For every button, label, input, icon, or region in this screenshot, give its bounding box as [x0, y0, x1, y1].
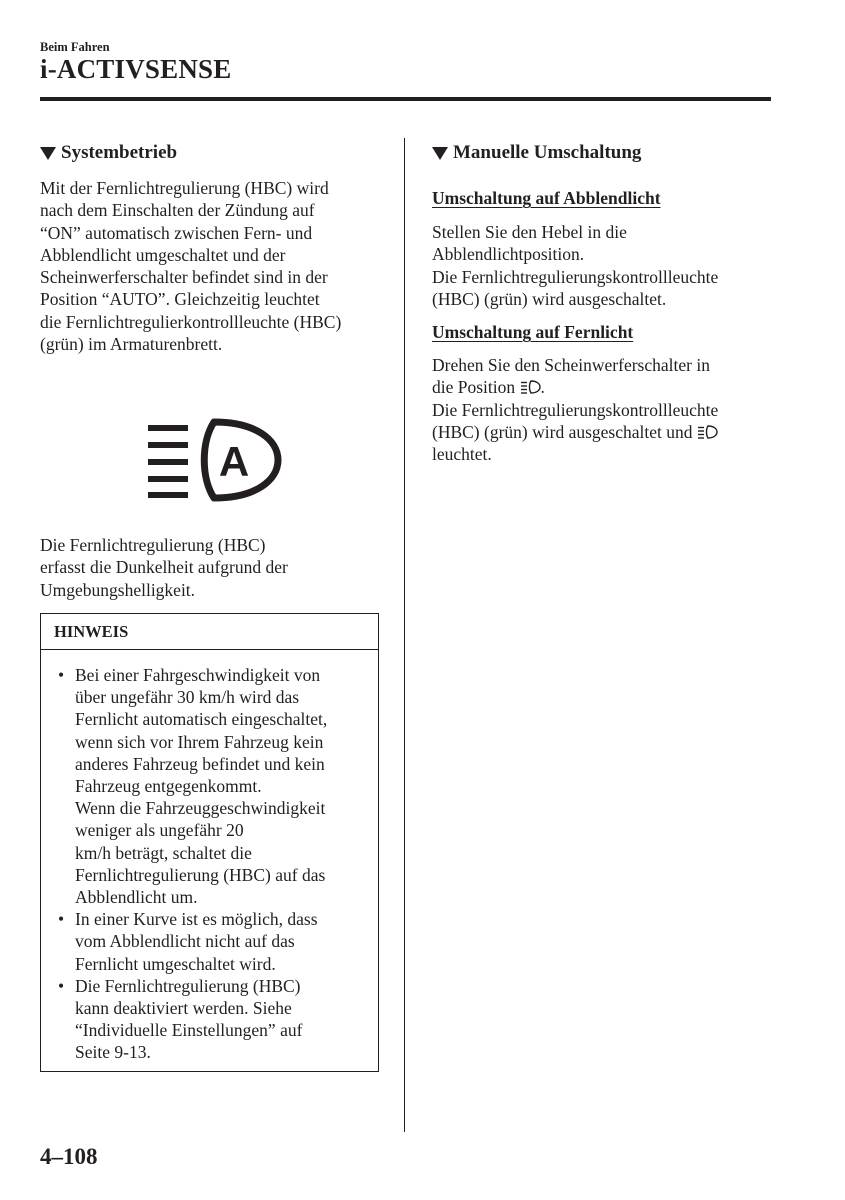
high-beam-subheading: Umschaltung auf Fernlicht: [432, 322, 634, 342]
systembetrieb-heading: [40, 142, 177, 164]
triangle-marker-icon: [40, 147, 56, 160]
auto-letter: A: [218, 438, 250, 485]
text-line: “ON” automatisch zwischen Fern- und: [40, 222, 313, 243]
bullet-icon: •: [58, 975, 65, 996]
text-line: Abblendlicht um.: [75, 887, 198, 908]
note-heading: HINWEIS: [41, 614, 378, 650]
text-line: Mit der Fernlichtregulierung (HBC) wird: [40, 178, 329, 198]
text-fragment: .: [540, 377, 545, 398]
text-line: (HBC) (grün) wird ausgeschaltet.: [432, 288, 667, 309]
page-title: i-ACTIVSENSE: [40, 54, 232, 84]
text-line: wenn sich vor Ihrem Fahrzeug kein: [75, 731, 324, 752]
text-line: Abblendlichtposition.: [432, 244, 585, 265]
text-line: Fernlicht umgeschaltet wird.: [75, 953, 276, 974]
note-item: [55, 975, 373, 1064]
text-line: vom Abblendlicht nicht auf das: [75, 931, 295, 952]
text-line: (grün) im Armaturenbrett.: [40, 334, 223, 355]
section-label: Beim Fahren: [40, 40, 110, 54]
text-line: Die Fernlichtregulierungskontrollleuchte: [432, 266, 719, 287]
text-line: km/h beträgt, schaltet die: [75, 842, 252, 863]
text-line: Position “AUTO”. Gleichzeitig leuchtet: [40, 289, 320, 310]
text-line: die Fernlichtregulierkontrollleuchte (HBC): [40, 311, 342, 332]
text-line: Fernlicht automatisch eingeschaltet,: [75, 709, 328, 730]
text-line: Fahrzeug entgegenkommt.: [75, 776, 262, 797]
high-beam-paragraph: [432, 354, 792, 465]
manual-switching-heading: [432, 142, 641, 164]
text-line: über ungefähr 30 km/h wird das: [75, 687, 300, 708]
page-number: 4–108: [40, 1144, 98, 1169]
text-line: Die Fernlichtregulierungskontrollleuchte: [432, 399, 719, 420]
text-line: Scheinwerferschalter befindet sind in der: [40, 267, 328, 288]
intro-paragraph: [40, 177, 390, 355]
text-line: Stellen Sie den Hebel in die: [432, 222, 627, 242]
bullet-icon: •: [58, 665, 65, 685]
detection-paragraph: [40, 534, 390, 601]
systembetrieb-heading-text: Systembetrieb: [61, 142, 178, 163]
note-box: [40, 613, 379, 1072]
note-list: [55, 664, 373, 1064]
text-line: Die Fernlichtregulierung (HBC): [40, 535, 266, 555]
note-item: [55, 664, 373, 908]
manual-switching-heading-text: Manuelle Umschaltung: [453, 142, 642, 163]
headlight-on-icon: [520, 380, 541, 394]
text-line: Bei einer Fahrgeschwindigkeit von: [75, 665, 321, 685]
text-line: nach dem Einschalten der Zündung auf: [40, 200, 315, 221]
text-fragment: (HBC) (grün) wird ausgeschaltet und: [432, 421, 693, 442]
text-line: erfasst die Dunkelheit aufgrund der: [40, 557, 288, 578]
text-line: Abblendlicht umgeschaltet und der: [40, 244, 286, 265]
text-line: Drehen Sie den Scheinwerferschalter in: [432, 355, 710, 375]
text-line: kann deaktiviert werden. Siehe: [75, 998, 292, 1019]
text-line: [432, 421, 792, 443]
text-line: weniger als ungefähr 20: [75, 820, 244, 841]
text-line: Umgebungshelligkeit.: [40, 579, 196, 600]
low-beam-paragraph: [432, 221, 792, 310]
bullet-icon: •: [58, 909, 65, 930]
text-line: Wenn die Fahrzeuggeschwindigkeit: [75, 798, 326, 819]
text-line: Fernlichtregulierung (HBC) auf das: [75, 864, 326, 885]
auto-high-beam-indicator-icon: [146, 416, 286, 504]
text-line: [432, 376, 792, 398]
low-beam-subheading: Umschaltung auf Abblendlicht: [432, 188, 661, 208]
text-line: “Individuelle Einstellungen” auf: [75, 1020, 303, 1041]
note-item: [55, 908, 373, 975]
triangle-marker-icon: [432, 147, 448, 160]
text-line: In einer Kurve ist es möglich, dass: [75, 909, 318, 930]
text-line: leuchtet.: [432, 444, 492, 465]
title-rule: [40, 97, 771, 101]
column-divider: [404, 138, 405, 1132]
text-line: Seite 9-13.: [75, 1042, 151, 1063]
text-line: anderes Fahrzeug befindet und kein: [75, 753, 325, 774]
headlight-on-icon: [697, 425, 718, 439]
text-fragment: die Position: [432, 377, 516, 398]
text-line: Die Fernlichtregulierung (HBC): [75, 975, 301, 996]
